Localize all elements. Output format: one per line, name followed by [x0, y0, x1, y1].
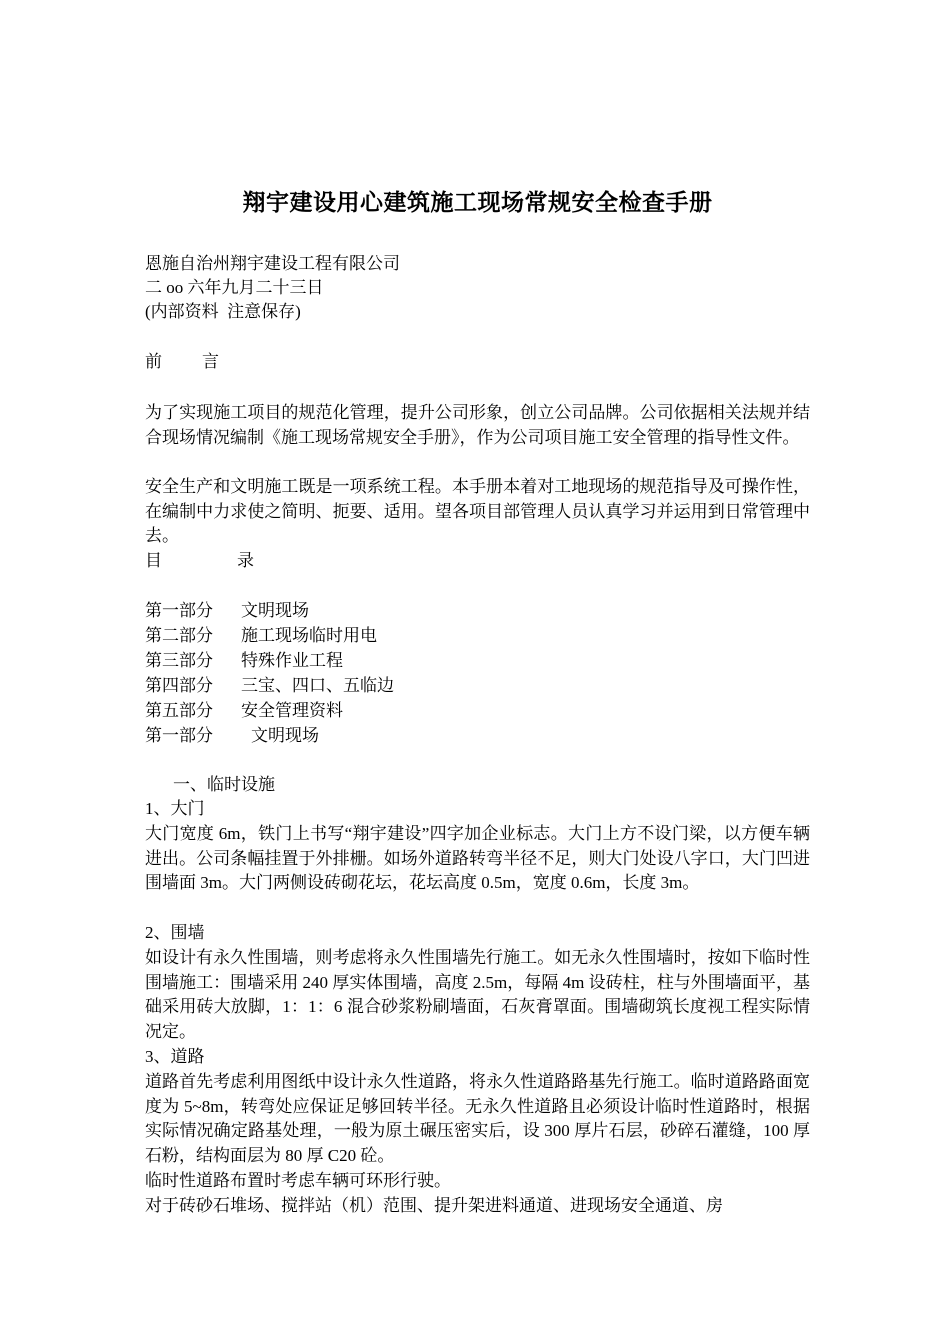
- toc-item-label: 特殊作业工程: [241, 651, 343, 670]
- subsection-text: 大门宽度 6m，铁门上书写“翔宇建设”四字加企业标志。大门上方不设门梁，以方便车辆进出。公司条幅挂置于外排栅。如场外道路转弯半径不足，则大门处设八字口，大门凹进围墙面 3m。大门两侧设砖砌花坛，花坛高度 0.5m，宽度 0.6m，长度 3m。: [145, 824, 810, 893]
- toc-item-label: 施工现场临时用电: [241, 626, 377, 645]
- toc-heading-a: 目: [145, 551, 162, 570]
- company-name: 恩施自治州翔宇建设工程有限公司: [145, 254, 400, 273]
- document-title: 翔宇建设用心建筑施工现场常规安全检查手册: [242, 190, 713, 216]
- toc-item-number: 第一部分: [145, 601, 213, 620]
- subsection-title: 3、道路: [145, 1047, 205, 1066]
- toc-item-label: 文明现场: [241, 601, 309, 620]
- part1-label: 文明现场: [251, 726, 319, 745]
- toc-item-number: 第三部分: [145, 651, 213, 670]
- part1-heading: [145, 724, 319, 748]
- subsection-title: 2、围墙: [145, 923, 205, 942]
- subsection-title: 1、大门: [145, 799, 205, 818]
- internal-note: (内部资料 注意保存): [145, 302, 301, 321]
- toc-item-label: 三宝、四口、五临边: [241, 676, 394, 695]
- toc-item-number: 第四部分: [145, 676, 213, 695]
- section-heading: 一、临时设施: [173, 775, 275, 794]
- subsection-text: 临时性道路布置时考虑车辆可环形行驶。: [145, 1171, 451, 1190]
- subsection-text: 对于砖砂石堆场、搅拌站（机）范围、提升架进料通道、进现场安全通道、房: [145, 1196, 723, 1215]
- toc-item: [145, 699, 343, 723]
- toc-item: [145, 649, 343, 673]
- preface-paragraph-1: 为了实现施工项目的规范化管理，提升公司形象，创立公司品牌。公司依据相关法规并结合现场情况编制《施工现场常规安全手册》，作为公司项目施工安全管理的指导性文件。: [145, 403, 810, 447]
- preface-paragraph-2: 安全生产和文明施工既是一项系统工程。本手册本着对工地现场的规范指导及可操作性，在编制中力求使之简明、扼要、适用。望各项目部管理人员认真学习并运用到日常管理中去。: [145, 477, 810, 546]
- document-date: 二 oo 六年九月二十三日: [145, 278, 324, 297]
- toc-item: [145, 599, 309, 623]
- toc-item: [145, 624, 377, 648]
- preface-heading-a: 前: [145, 352, 162, 371]
- toc-item-label: 安全管理资料: [241, 701, 343, 720]
- preface-heading-b: 言: [202, 352, 219, 371]
- part1-number: 第一部分: [145, 726, 213, 745]
- toc-item: [145, 674, 394, 698]
- toc-item-number: 第二部分: [145, 626, 213, 645]
- toc-heading-b: 录: [237, 551, 254, 570]
- toc-item-number: 第五部分: [145, 701, 213, 720]
- subsection-text: 如设计有永久性围墙，则考虑将永久性围墙先行施工。如无永久性围墙时，按如下临时性围墙施工：围墙采用 240 厚实体围墙，高度 2.5m，每隔 4m 设砖柱，柱与外围墙面平，基础采用砖大放脚，1：1：6 混合砂浆粉刷墙面，石灰膏罩面。围墙砌筑长度视工程实际情况定。: [145, 948, 810, 1041]
- subsection-text: 道路首先考虑利用图纸中设计永久性道路，将永久性道路路基先行施工。临时道路路面宽度为 5~8m，转弯处应保证足够回转半径。无永久性道路且必须设计临时性道路时，根据实际情况确定路基处理，一般为原土碾压密实后，设 300 厚片石层，砂碎石灌缝，100 厚石粉，结构面层为 80 厚 C20 砼。: [145, 1072, 810, 1165]
- preface-heading: [145, 350, 219, 374]
- toc-heading: [145, 549, 254, 573]
